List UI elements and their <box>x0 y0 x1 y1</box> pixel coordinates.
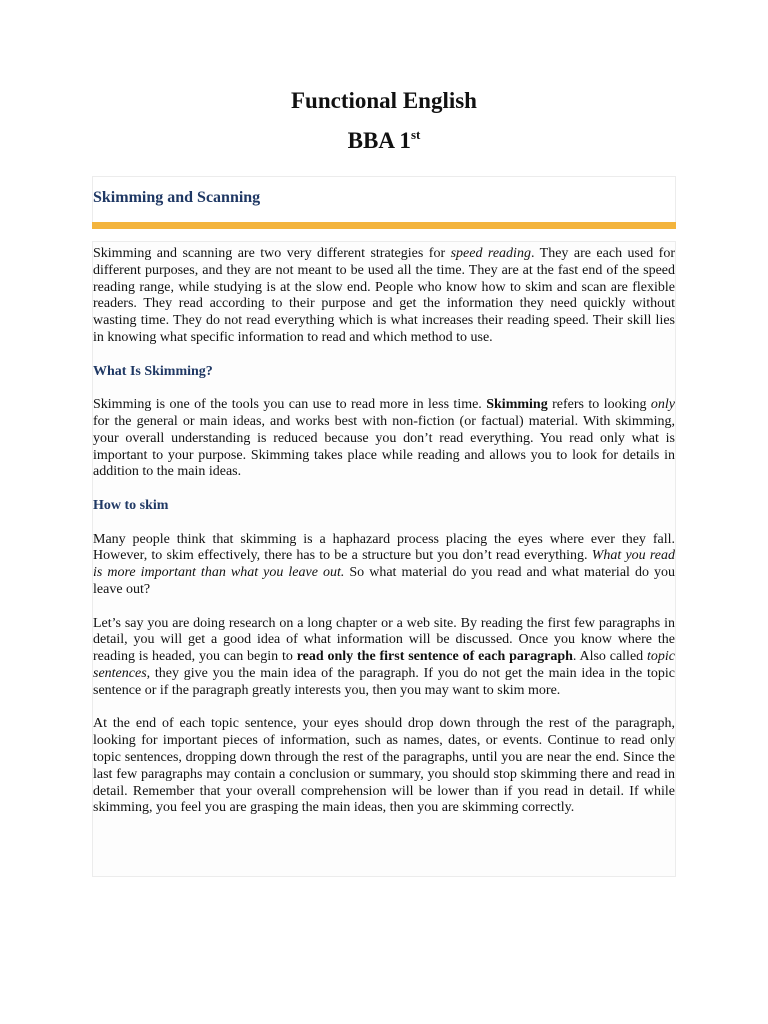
body-content <box>93 246 675 817</box>
subheading-what-is-skimming: What Is Skimming? <box>93 363 213 379</box>
text-run: Skimming and scanning are two very different strategies for <box>93 246 451 261</box>
text-run: Many people think that skimming is a haphazard process placing the eyes where ever they fall. However, to skim effectively, there has to be a structure but you don’t read everything. <box>93 531 675 564</box>
accent-bar <box>92 222 676 229</box>
bold-run: Skimming <box>486 397 548 413</box>
page-subtitle <box>0 126 768 156</box>
bold-run: read only the first sentence of each paragraph <box>296 649 573 665</box>
text-run: , they give you the main idea of the paragraph. If you do not get the main idea in the topic sentence or if the paragraph greatly interests you, then you may want to skim more. <box>93 665 675 698</box>
paragraph-intro <box>93 246 675 347</box>
text-run: So what material do you read and what material do you leave out? <box>93 565 675 597</box>
content-box <box>92 241 676 877</box>
paragraph-skimming-definition <box>93 397 675 481</box>
italic-run: topic sentences <box>93 649 675 681</box>
text-run: for the general or main ideas, and works best with non-fiction (or factual) material. With skimming, your overall understanding is reduced because you don’t read everything. You read only what is important to your purpose. Skimming takes place while reading and allows you to look for details in addition to the main ideas. <box>93 413 675 480</box>
page-title: Functional English <box>291 88 477 113</box>
italic-run: only <box>650 397 676 413</box>
paragraph-research <box>93 616 675 700</box>
subtitle-text: BBA 1 <box>347 128 411 153</box>
section-header-box <box>92 176 676 222</box>
italic-run: speed reading <box>450 246 531 261</box>
subheading-how-to-skim: How to skim <box>93 497 169 513</box>
paragraph-topic-sentence: At the end of each topic sentence, your eyes should drop down through the rest of the paragraph, looking for important pieces of information, such as names, dates, or events. Continue to read only topic sentences, dropping down through the rest of the paragraphs, until you are near the end. Since the last few paragraphs may contain a conclusion or summary, you should stop skimming there and read in detail. Remember that your overall comprehension will be lower than if you read in detail. If while skimming, you feel you are grasping the main ideas, then you are skimming correctly. <box>93 716 675 816</box>
subtitle-superscript: st <box>410 127 421 142</box>
paragraph-haphazard <box>93 532 675 599</box>
text-run: Let’s say you are doing research on a long chapter or a web site. By reading the first few paragraphs in detail, you will get a good idea of what information will be discussed. Once you know where the reading is headed, you can begin to <box>93 615 675 665</box>
text-run: . They are each used for different purposes, and they are not meant to be used all the time. They are at the fast end of the speed reading range, while studying is at the slow end. People who know how to skim and scan are flexible readers. They read according to their purpose and get the information they need quickly without wasting time. They do not read everything which is what increases their reading speed. Their skill lies in knowing what specific information to read and which method to use. <box>93 246 675 345</box>
section-heading: Skimming and Scanning <box>93 189 261 206</box>
text-run: . Also called <box>572 649 647 665</box>
text-run: refers to looking <box>547 397 651 413</box>
italic-run: What you read is more important than what you leave out. <box>93 548 675 581</box>
text-run: Skimming is one of the tools you can use to read more in less time. <box>93 397 487 413</box>
